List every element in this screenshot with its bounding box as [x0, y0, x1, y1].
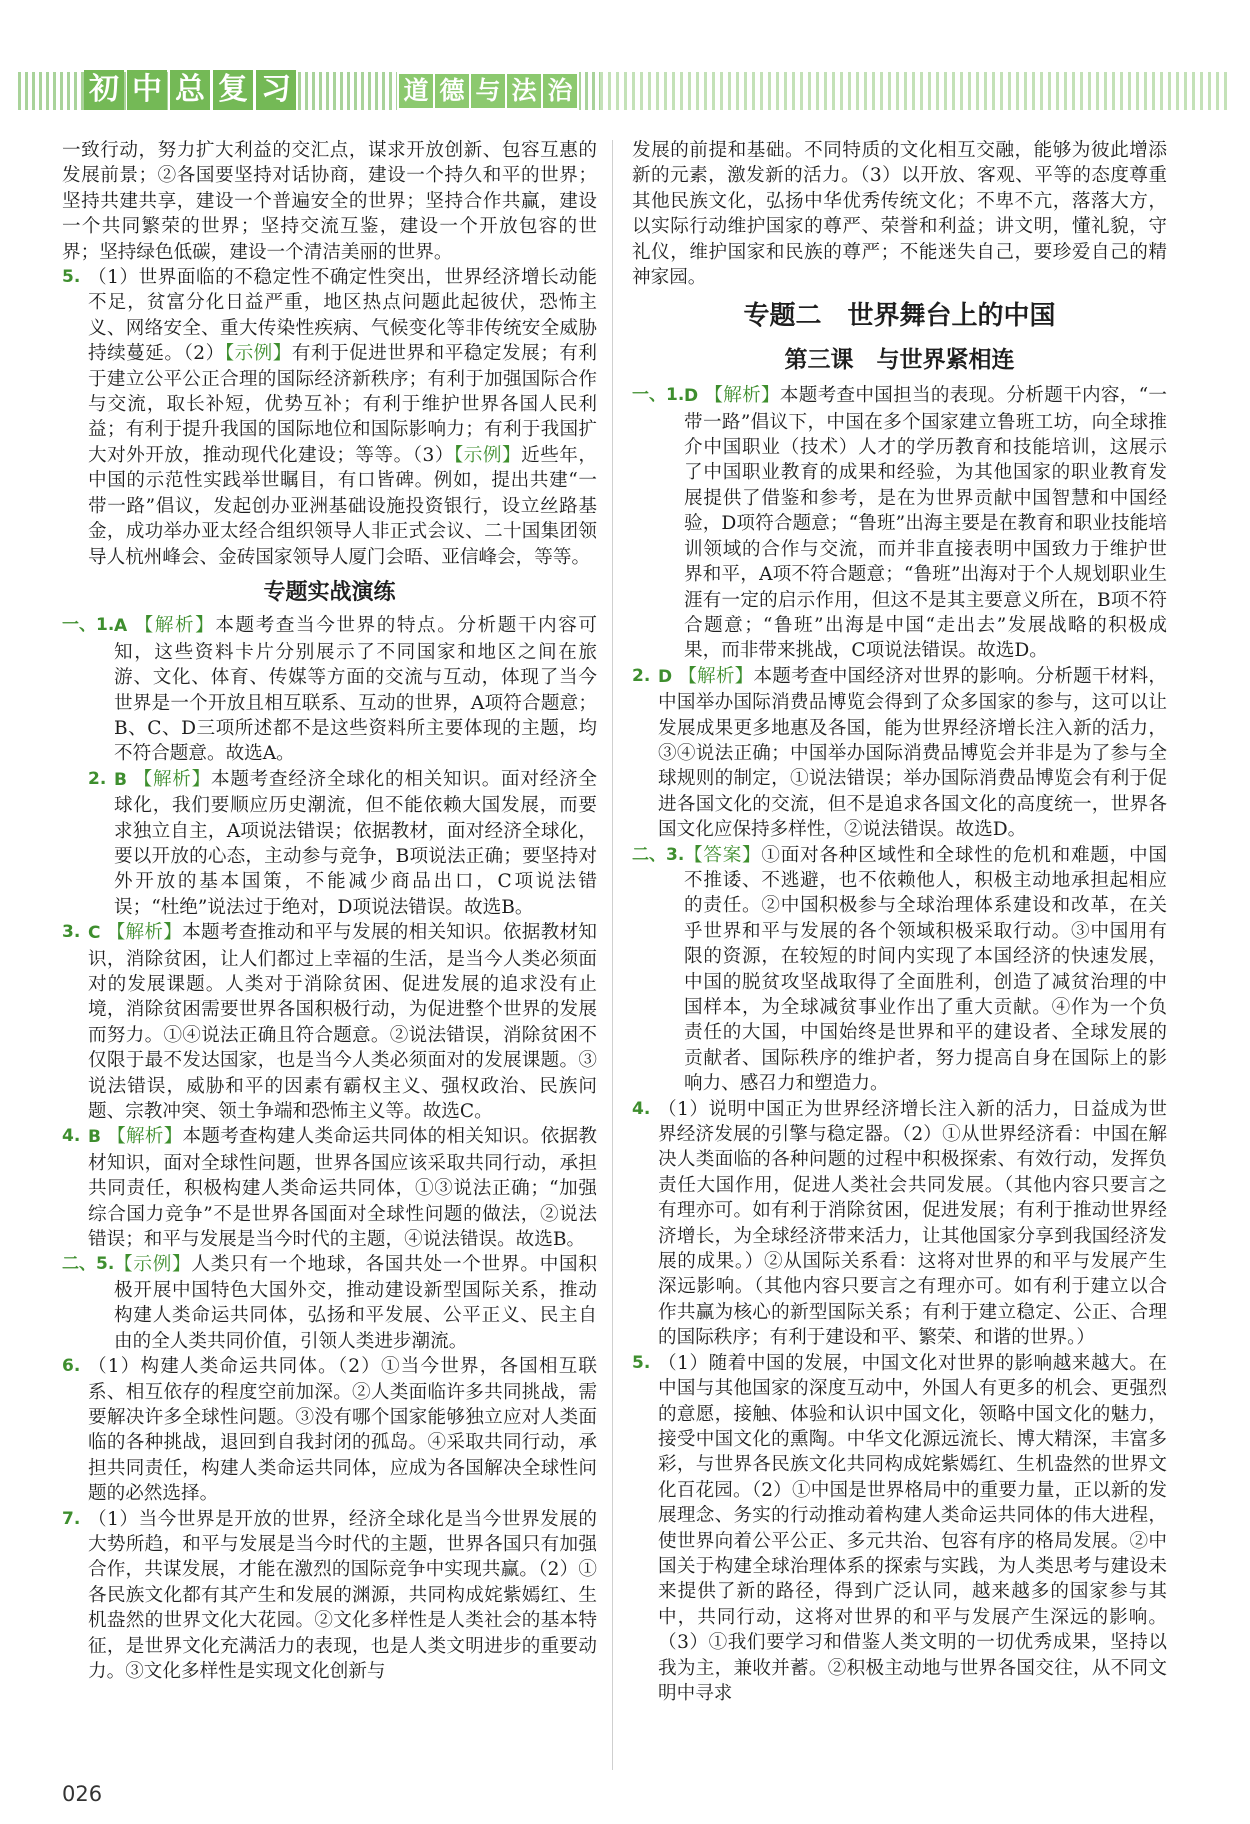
question-1: 一、1. D 【解析】本题考查中国担当的表现。分析题干内容，“一带一路”倡议下，中国在多个国家建立鲁班工坊，向全球推介中国职业（技术）人才的学历教育和技能培训，这展示了中国职业教育的成果和经验，为其他国家的职业教育发展提供了借鉴和参考，是在为世界贡献中国智慧和中国经验，D项符合题意；“鲁班”出海主要是在教育和职业技能培训领域的合作与交流，而并非直接表明中国致力于维护世界和平，A项不符合题意；“鲁班”出海对于个人规划职业生涯有一定的启示作用，但这不是其主要意义所在，B项不符合题意；“鲁班”出海是中国“走出去”发展战略的积极成果，而非带来挑战，C项说法错误。故选D。 — [632, 385, 1167, 662]
page-header — [0, 62, 1250, 118]
question-5: 5. （1）随着中国的发展，中国文化对世界的影响越来越大。在中国与其他国家的深度互动中，外国人有更多的机会、更强烈的意愿，接触、体验和认识中国文化，领略中国文化的魅力，接受中国文化的熏陶。中华文化源远流长、博大精深，丰富多彩，与世界各民族文化共同构成姹紫嫣红、生机盎然的世界文化百花园。（2）①中国是世界格局中的重要力量，正以新的发展理念、务实的行动推动着构建人类命运共同体的伟大进程，使世界向着公平公正、多元共治、包容有序的格局发展。②中国关于构建全球治理体系的探索与实践，为人类思考与建设未来提供了新的路径，得到广泛认同，越来越多的国家参与其中，共同行动，这将对世界的和平与发展产生深远的影响。（3）①我们要学习和借鉴人类文明的一切优秀成果，坚持以我为主，兼收并蓄。②积极主动地与世界各国交往，从不同文明中寻求 — [632, 1352, 1167, 1704]
question-5-essay: 二、5. 【示例】人类只有一个地球，各国共处一个世界。中国积极开展中国特色大国外交，推动建设新型国际关系，推动构建人类命运共同体，弘扬和平发展、公平正义、民主自由的全人类共同价值，引领人类进步潮流。 — [62, 1254, 597, 1352]
paragraph: 一致行动，努力扩大利益的交汇点，谋求开放创新、包容互惠的发展前景；②各国要坚持对话协商，建设一个持久和平的世界；坚持共建共享，建设一个普遍安全的世界；坚持合作共赢，建设一个共同繁荣的世界；坚持交流互鉴，建设一个开放包容的世界；坚持绿色低碳，建设一个清洁美丽的世界。 — [62, 140, 597, 263]
book-title-char: 复 — [213, 70, 253, 110]
book-title-char: 总 — [170, 70, 210, 110]
unit-title: 专题二 世界舞台上的中国 — [743, 301, 1056, 332]
subject-char: 道 — [399, 74, 433, 108]
question-6: 6. （1）构建人类命运共同体。（2）①当今世界，各国相互联系、相互依存的程度空前加深。②人类面临许多共同挑战，需要解决许多全球性问题。③没有哪个国家能够独立应对人类面临的各种挑战，退回到自我封闭的孤岛。④采取共同行动，承担共同责任，构建人类命运共同体，应成为各国解决全球性问题的必然选择。 — [62, 1356, 597, 1505]
left-column — [62, 138, 597, 1684]
book-title-char: 习 — [256, 70, 296, 110]
book-title — [84, 70, 296, 112]
right-column — [632, 138, 1167, 1706]
section-title: 专题实战演练 — [263, 579, 396, 605]
book-title-char: 中 — [127, 70, 167, 110]
subject-char: 德 — [435, 74, 469, 108]
page-number: 026 — [62, 1782, 103, 1806]
question-4: 4. （1）说明中国正为世界经济增长注入新的活力，日益成为世界经济发展的引擎与稳定器。（2）①从世界经济看：中国在解决人类面临的各种问题的过程中积极探索、有效行动，发挥负责任大国作用，促进人类社会共同发展。（其他内容只要言之有理亦可。如有利于消除贫困，促进发展；有利于推动世界经济增长，为全球经济带来活力，让其他国家分享到我国经济发展的成果。）②从国际关系看：这将对世界的和平与发展产生深远影响。（其他内容只要言之有理亦可。如有利于建立以合作共赢为核心的新型国际关系；有利于建立稳定、公正、合理的国际秩序；有利于建设和平、繁荣、和谐的世界。） — [632, 1098, 1167, 1349]
question-3: 二、3. 【答案】①面对各种区域性和全球性的危机和难题，中国不推诿、不逃避，也不依赖他人，积极主动地承担起相应的责任。②中国积极参与全球治理体系建设和改革，在关乎世界和平与发展的各个领域积极采取行动。③中国用有限的资源，在较短的时间内实现了本国经济的快速发展，中国的脱贫攻坚战取得了全面胜利，创造了减贫治理的中国样本，为全球减贫事业作出了重大贡献。④作为一个负责任的大国，中国始终是世界和平的建设者、全球发展的贡献者、国际秩序的维护者，努力提高自身在国际上的影响力、感召力和塑造力。 — [632, 844, 1167, 1095]
column-divider — [612, 140, 613, 1770]
lesson-title: 第三课 与世界紧相连 — [784, 346, 1015, 373]
subject-char: 法 — [507, 74, 541, 108]
book-title-char: 初 — [84, 70, 124, 110]
subject-title — [397, 72, 579, 110]
question-5: 5. （1）世界面临的不稳定性不确定性突出，世界经济增长动能不足，贫富分化日益严重，地区热点问题此起彼伏，恐怖主义、网络安全、重大传染性疾病、气候变化等非传统安全威胁持续蔓延。（2）【示例】有利于促进世界和平稳定发展；有利于建立公平公正合理的国际经济新秩序；有利于加强国际合作与交流，取长补短，优势互补；有利于维护世界各国人民利益；有利于提升我国的国际地位和国际影响力；有利于我国扩大对外开放，推动现代化建设；等等。（3）【示例】近些年，中国的示范性实践举世瞩目，有口皆碑。例如，提出共建“一带一路”倡议，发起创办亚洲基础设施投资银行，设立丝路基金，成功举办亚太经合组织领导人非正式会议、二十国集团领导人杭州峰会、金砖国家领导人厦门会晤、亚信峰会，等等。 — [62, 267, 597, 568]
question-1: 一、1. A 【解析】本题考查当今世界的特点。分析题干内容可知，这些资料卡片分别展示了不同国家和地区之间在旅游、文化、体育、传媒等方面的交流与互动，体现了当今世界是一个开放且相互联系、互动的世界，A项符合题意；B、C、D三项所述都不是这些资料所主要体现的主题，均不符合题意。故选A。 — [62, 615, 597, 765]
subject-char: 与 — [471, 74, 505, 108]
question-2: 2. D 【解析】本题考查中国经济对世界的影响。分析题干材料，中国举办国际消费品博览会得到了众多国家的参与，这可以让发展成果更多地惠及各国，能为世界经济增长注入新的活力，③④说法正确；中国举办国际消费品博览会并非是为了参与全球规则的制定，①说法错误；举办国际消费品博览会有利于促进各国文化的交流，但不是追求各国文化的高度统一，世界各国文化应保持多样性，②说法错误。故选D。 — [632, 665, 1167, 841]
paragraph: 发展的前提和基础。不同特质的文化相互交融，能够为彼此增添新的元素，激发新的活力。（3）以开放、客观、平等的态度尊重其他民族文化，弘扬中华优秀传统文化；不卑不亢，落落大方，以实际行动维护国家的尊严、荣誉和利益；讲文明，懂礼貌，守礼仪，维护国家和民族的尊严；不能迷失自己，要珍爱自己的精神家园。 — [632, 140, 1167, 289]
question-3: 3. C 【解析】本题考查推动和平与发展的相关知识。依据教材知识，消除贫困，让人们都过上幸福的生活，是当今人类必须面对的发展课题。人类对于消除贫困、促进发展的追求没有止境，消除贫困需要世界各国积极行动，为促进整个世界的发展而努力。①④说法正确且符合题意。②说法错误，消除贫困不仅限于最不发达国家，也是当今人类必须面对的发展课题。③说法错误，威胁和平的因素有霸权主义、强权政治、民族问题、宗教冲突、领土争端和恐怖主义等。故选C。 — [62, 922, 597, 1123]
header-stripes-right — [600, 72, 1230, 110]
subject-char: 治 — [543, 74, 577, 108]
question-4: 4. B 【解析】本题考查构建人类命运共同体的相关知识。依据教材知识，面对全球性问题，世界各国应该采取共同行动，承担共同责任，积极构建人类命运共同体，①③说法正确；“加强综合国力竞争”不是世界各国面对全球性问题的做法，②说法错误；和平与发展是当今时代的主题，④说法错误。故选B。 — [62, 1126, 597, 1251]
question-7: 7. （1）当今世界是开放的世界，经济全球化是当今世界发展的大势所趋，和平与发展是当今时代的主题，世界各国只有加强合作，共谋发展，才能在激烈的国际竞争中实现共赢。（2）①各民族文化都有其产生和发展的渊源，共同构成姹紫嫣红、生机盎然的世界文化大花园。②文化多样性是人类社会的基本特征，是世界文化充满活力的表现，也是人类文明进步的重要动力。③文化多样性是实现文化创新与 — [62, 1508, 597, 1682]
question-2: 2. B 【解析】本题考查经济全球化的相关知识。面对经济全球化，我们要顺应历史潮流，但不能依赖大国发展，而要求独立自主，A项说法错误；依据教材，面对经济全球化，要以开放的心态，主动参与竞争，B项说法正确；要坚持对外开放的基本国策，不能减少商品出口，C项说法错误；“杜绝”说法过于绝对，D项说法错误。故选B。 — [88, 768, 597, 918]
